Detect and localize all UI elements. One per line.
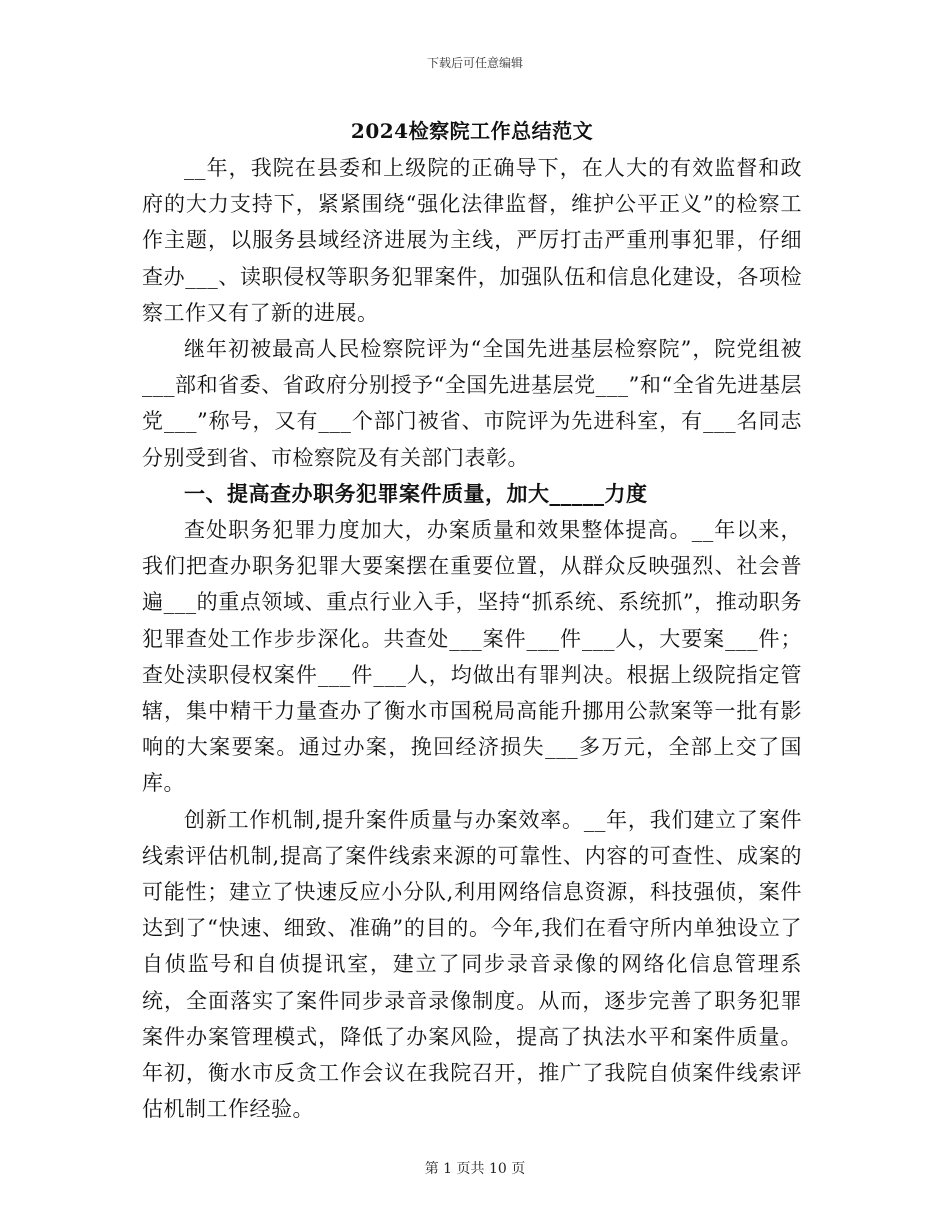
section-heading-1: 一、提高查办职务犯罪案件质量，加大_____力度 (184, 480, 648, 506)
paragraph-section1-b: 创新工作机制,提升案件质量与办案效率。__年，我们建立了案件线索评估机制,提高了案件线索来源的可靠性、内容的可查性、成案的可能性；建立了快速反应小分队,利用网络信息资源，科技强侦，案件达到了“快速、细致、准确”的目的。今年,我们在看守所内单独设立了自侦监号和自侦提讯室，建立了同步录音录像的网络化信息管理系统，全面落实了案件同步录音录像制度。从而，逐步完善了职务犯罪案件办案管理模式，降低了办案风险，提高了执法水平和案件质量。年初，衡水市反贪工作会议在我院召开，推广了我院自侦案件线索评估机制工作经验。 (142, 807, 802, 1122)
paragraph-honors: 继年初被最高人民检察院评为“全国先进基层检察院”，院党组被___部和省委、省政府分别授予“全国先进基层党___”和“全省先进基层党___”称号，又有___个部门被省、市院评为先进科室，有___名同志分别受到省、市检察院及有关部门表彰。 (142, 337, 802, 470)
page-number: 第 1 页共 10 页 (424, 1161, 526, 1177)
paragraph-section1-a: 查处职务犯罪力度加大，办案质量和效果整体提高。__年以来，我们把查办职务犯罪大要案摆在重要位置，从群众反映强烈、社会普遍___的重点领域、重点行业入手，坚持“抓系统、系统抓”，推动职务犯罪查处工作步步深化。共查处___案件___件___人，大要案___件；查处渎职侵权案件___件___人，均做出有罪判决。根据上级院指定管辖，集中精干力量查办了衡水市国税局高能升挪用公款案等一批有影响的大案要案。通过办案，挽回经济损失___多万元，全部上交了国库。 (142, 518, 802, 796)
header-note: 下载后可任意编辑 (426, 56, 523, 70)
document-body (142, 112, 802, 1127)
document-title: 2024检察院工作总结范文 (350, 119, 594, 143)
paragraph-intro: __年，我院在县委和上级院的正确导下，在人大的有效监督和政府的大力支持下，紧紧围绕“强化法律监督，维护公平正义”的检察工作主题，以服务县域经济进展为主线，严厉打击严重刑事犯罪，仔细查办___、读职侵权等职务犯罪案件，加强队伍和信息化建设，各项检察工作又有了新的进展。 (142, 156, 802, 325)
